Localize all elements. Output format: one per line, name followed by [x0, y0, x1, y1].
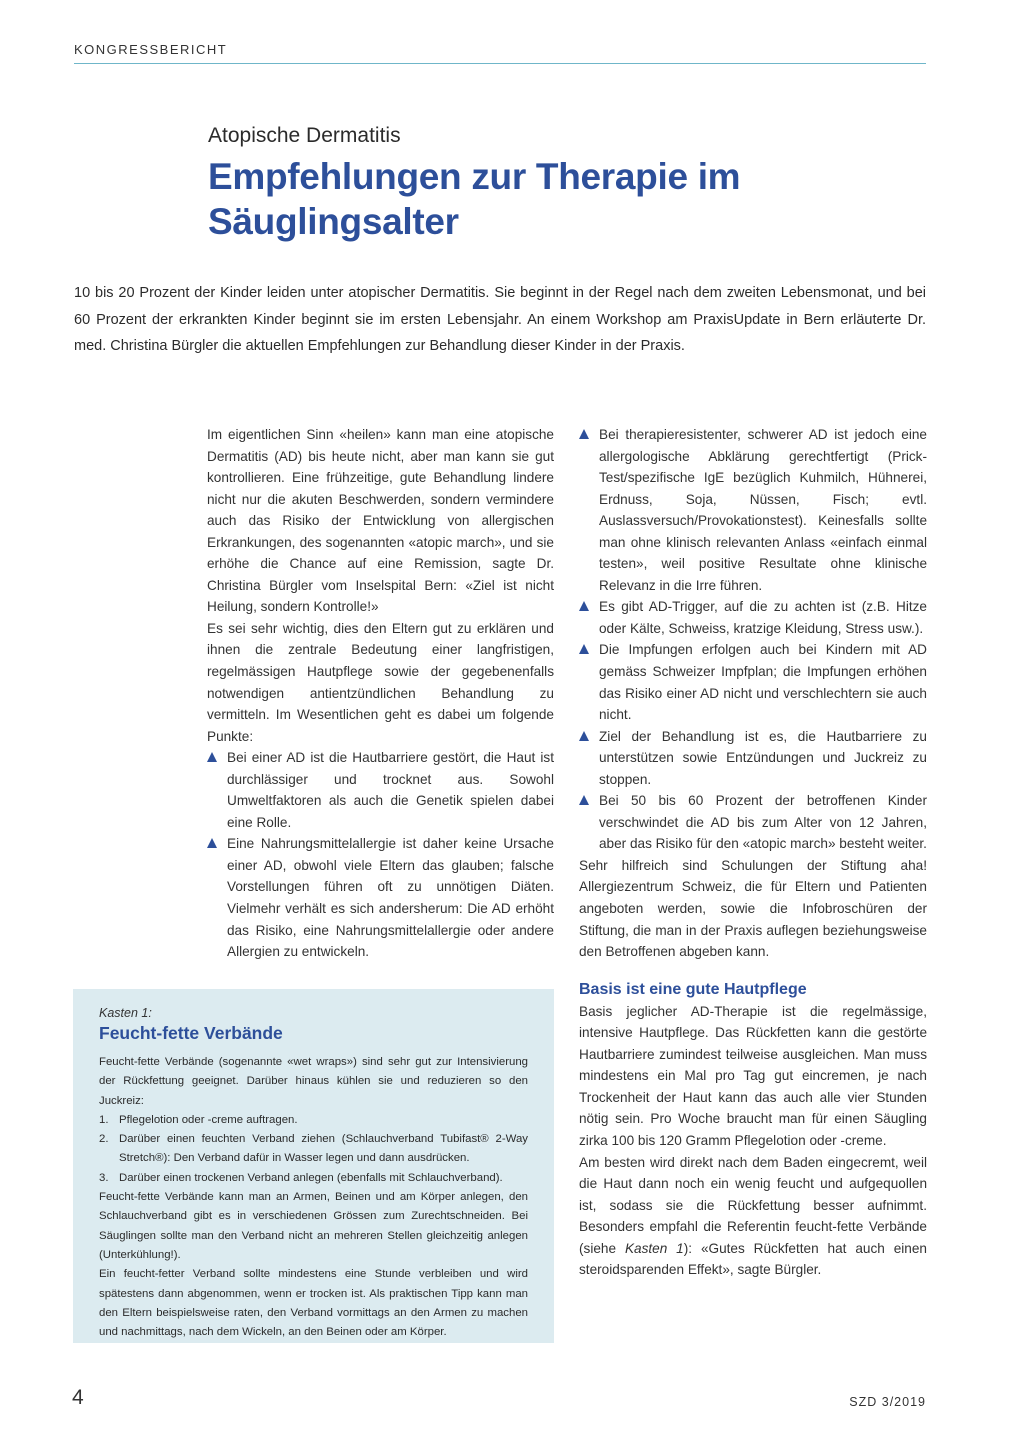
list-item: Ziel der Behandlung ist es, die Hautbarriere zu unterstützen sowie Entzündungen und Juckreiz zu stoppen.: [579, 726, 927, 791]
list-item: Bei 50 bis 60 Prozent der betroffenen Kinder verschwindet die AD bis zum Alter von 12 Jahren, aber das Risiko für den «atopic march» besteht weiter.: [579, 790, 927, 855]
bullet-list: [579, 424, 927, 855]
column-right: [579, 424, 927, 1281]
article-lead: 10 bis 20 Prozent der Kinder leiden unter atopischer Dermatitis. Sie beginnt in der Regel nach dem zweiten Lebensmonat, und bei 60 Prozent der erkrankten Kinder beginnt sie im ersten Lebensjahr. An einem Workshop am PraxisUpdate in Bern erläuterte Dr. med. Christina Bürgler die aktuellen Empfehlungen zur Behandlung dieser Kinder in der Praxis.: [74, 285, 926, 354]
list-item: Bei therapieresistenter, schwerer AD ist jedoch eine allergologische Abklärung gerechtfertigt (Prick-Test/spezifische IgE bezüglich Kuhmilch, Hühnerei, Erdnuss, Soja, Nüssen, Fisch; evtl. Auslassversuch/Provokationstest). Keinesfalls sollte man ohne klinisch relevanten Anlass «einfach einmal testen», weil positive Resultate ohne klinische Relevanz in die Irre führen.: [579, 424, 927, 596]
body-paragraph: Es sei sehr wichtig, dies den Eltern gut zu erklären und ihnen die zentrale Bedeutung einer langfristigen, regelmässigen Hautpflege sowie der gegebenenfalls notwendigen antientzündlichen Behandlung zu vermitteln. Im Wesentlichen geht es dabei um folgende Punkte:: [207, 620, 554, 744]
box-reference: Kasten 1: [624, 1240, 684, 1256]
body-paragraph: Im eigentlichen Sinn «heilen» kann man eine atopische Dermatitis (AD) bis heute nicht, aber man kann sie gut kontrollieren. Eine frühzeitige, gute Behandlung lindere nicht nur die akuten Beschwerden, sondern vermindere auch das Risiko der Entwicklung von allergischen Erkrankungen, des sogenannten «atopic march», und sie erhöhe die Chance auf eine Remission, sagte Dr. Christina Bürgler vom Inselspital Bern: «Ziel ist nicht Heilung, sondern Kontrolle!»: [207, 427, 554, 615]
list-item: 3. Darüber einen trockenen Verband anlegen (ebenfalls mit Schlauchverband).: [99, 1171, 503, 1184]
triangle-bullet-icon: [579, 429, 589, 439]
triangle-bullet-icon: [579, 795, 589, 805]
body-paragraph: Sehr hilfreich sind Schulungen der Stiftung aha! Allergiezentrum Schweiz, die für Eltern und Patienten angeboten werden, sowie die Infobroschüren der Stiftung, die man in der Praxis auflegen beziehungsweise den Betroffenen abgeben kann.: [579, 857, 927, 960]
page-number: 4: [72, 1386, 84, 1409]
body-paragraph: Basis jeglicher AD-Therapie ist die regelmässige, intensive Hautpflege. Das Rückfetten kann die gestörte Hautbarriere zumindest teilweise ausgleichen. Man muss mindestens ein Mal pro Tag gut eincremen, je nach Trockenheit der Haut kann das auch alle vier Stunden nötig sein. Pro Woche braucht man für einen Säugling zirka 100 bis 120 Gramm Pflegelotion oder -creme.: [579, 1003, 927, 1148]
triangle-bullet-icon: [579, 601, 589, 611]
issue-label: SZD 3/2019: [849, 1395, 926, 1409]
section-subheading: Basis ist eine gute Hautpflege: [579, 980, 807, 998]
bullet-list: [207, 747, 554, 962]
list-item: Eine Nahrungsmittelallergie ist daher keine Ursache einer AD, obwohl viele Eltern das glauben; falsche Vorstellungen führen oft zu unnötigen Diäten. Vielmehr verhält es sich andersherum: Die AD erhöht das Risiko, eine Nahrungsmittelallergie oder andere Allergien zu entwickeln.: [207, 833, 554, 962]
article-kicker: Atopische Dermatitis: [208, 124, 401, 147]
body-paragraph: Am besten wird direkt nach dem Baden eingecremt, weil die Haut dann noch ein wenig feucht und aufgequollen ist, sodass sie die Rückfettung besser aufnimmt. Besonders empfahl die Referentin feucht-fette Verbände (siehe Kasten 1): «Gutes Rückfetten hat auch einen steroidsparenden Effekt», sagte Bürgler.: [579, 1154, 927, 1278]
triangle-bullet-icon: [579, 731, 589, 741]
box-kicker: Kasten 1:: [99, 1006, 152, 1020]
list-item: Die Impfungen erfolgen auch bei Kindern mit AD gemäss Schweizer Impfplan; die Impfungen erhöhen das Risiko einer AD nicht und verschlechtern sie auch nicht.: [579, 639, 927, 725]
article-title: Empfehlungen zur Therapie im Säuglingsalter: [208, 156, 741, 242]
list-item: 1. Pflegelotion oder -creme auftragen.: [99, 1113, 298, 1126]
list-item: Bei einer AD ist die Hautbarriere gestört, die Haut ist durchlässiger und trocknet aus. Sowohl Umweltfaktoren als auch die Genetik spielen dabei eine Rolle.: [207, 747, 554, 833]
box-steps: [99, 1111, 528, 1188]
triangle-bullet-icon: [207, 838, 217, 848]
info-box: [73, 989, 554, 1343]
box-paragraph: Feucht-fette Verbände kann man an Armen, Beinen und am Körper anlegen, den Schlauchverband gibt es in verschiedenen Grössen zum Zurechtschneiden. Bei Säuglingen sollte man den Verband nicht an mehreren Stellen gleichzeitig anlegen (Unterkühlung!).: [99, 1191, 528, 1261]
list-item: 2. Darüber einen feuchten Verband ziehen (Schlauchverband Tubifast® 2-Way Stretch®): Den Verband dafür in Wasser legen und dann ausdrücken.: [99, 1133, 528, 1165]
list-item: Es gibt AD-Trigger, auf die zu achten ist (z.B. Hitze oder Kälte, Schweiss, kratzige Kleidung, Stress usw.).: [579, 596, 927, 639]
box-paragraph: Ein feucht-fetter Verband sollte mindestens eine Stunde verbleiben und wird spätestens dann abgenommen, wenn er trocken ist. Als praktischen Tipp kann man den Eltern beispielsweise raten, den Verband vormittags an den Armen zu machen und nachmittags, nach dem Wickeln, an den Beinen oder am Körper.: [99, 1268, 528, 1339]
section-label: KONGRESSBERICHT: [74, 42, 926, 64]
triangle-bullet-icon: [207, 752, 217, 762]
triangle-bullet-icon: [579, 644, 589, 654]
box-paragraph: Feucht-fette Verbände (sogenannte «wet wraps») sind sehr gut zur Intensivierung der Rückfettung geeignet. Darüber hinaus kühlen sie und reduzieren so den Juckreiz:: [99, 1056, 528, 1107]
column-middle: [207, 424, 554, 963]
box-title: Feucht-fette Verbände: [99, 1023, 283, 1043]
